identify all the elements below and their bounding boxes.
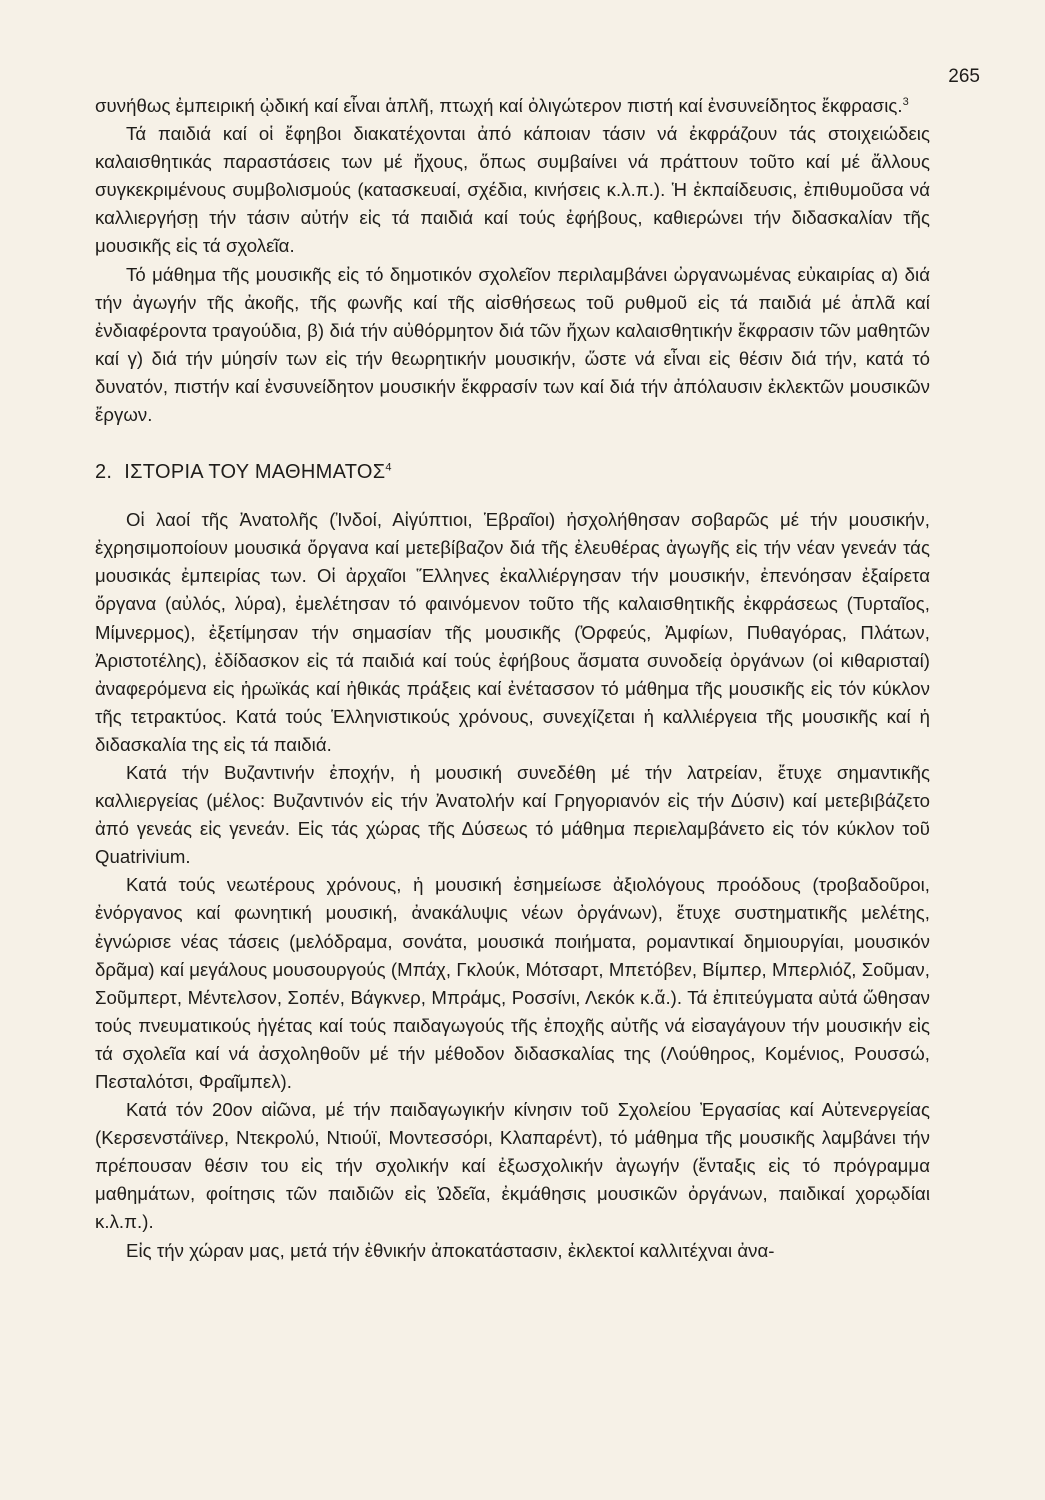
footnote-marker: 3	[902, 95, 909, 108]
paragraph: Τά παιδιά καί οἱ ἔφηβοι διακατέχονται ἀπό κάποιαν τάσιν νά ἐκφράζουν τάς στοιχειώδεις καλαισθητικάς παραστάσεις των μέ ἤχους, ὅπως συμβαίνει νά πράττουν τοῦτο καί μέ ἄλλους συγκεκριμένους συμβολισμούς (κατασκευαί, σχέδια, κινήσεις κ.λ.π.). Ἡ ἐκπαίδευσις, ἐπιθυμοῦσα νά καλλιεργήσῃ τήν τάσιν αὐτήν εἰς τά παιδιά καί τούς ἐφήβους, καθιερώνει τήν διδασκαλίαν τῆς μουσικῆς εἰς τά σχολεῖα.	[95, 123, 930, 257]
page-number: 265	[948, 66, 980, 87]
footnote-marker: 4	[385, 461, 392, 474]
paragraph-continued	[95, 92, 930, 120]
paragraph-text: συνήθως ἐμπειρική ᾠδική καί εἶναι ἁπλῆ, πτωχή καί ὀλιγώτερον πιστή καί ἐνσυνείδητος ἔκφρασις.	[95, 95, 903, 116]
section-heading	[95, 458, 930, 486]
section-title: ΙΣΤΟΡΙΑ ΤΟΥ ΜΑΘΗΜΑΤΟΣ	[124, 461, 386, 484]
section-number: 2.	[95, 461, 113, 484]
paragraph: Τό μάθημα τῆς μουσικῆς εἰς τό δημοτικόν σχολεῖον περιλαμβάνει ὠργανωμένας εὐκαιρίας α) διά τήν ἀγωγήν τῆς ἀκοῆς, τῆς φωνῆς καί τῆς αἰσθήσεως τοῦ ρυθμοῦ εἰς τά παιδιά μέ ἁπλᾶ καί ἐνδιαφέροντα τραγούδια, β) διά τήν αὐθόρμητον διά τῶν ἤχων καλαισθητικήν ἔκφρασιν τῶν μαθητῶν καί γ) διά τήν μύησίν των εἰς τήν θεωρητικήν μουσικήν, ὥστε νά εἶναι εἰς θέσιν διά τήν, κατά τό δυνατόν, πιστήν καί ἐνσυνείδητον μουσικήν ἔκφρασίν των καί διά τήν ἀπόλαυσιν ἐκλεκτῶν μουσικῶν ἔργων.	[95, 263, 930, 426]
paragraph: Εἰς τήν χώραν μας, μετά τήν ἐθνικήν ἀποκατάστασιν, ἐκλεκτοί καλλιτέχναι ἀνα-	[126, 1239, 775, 1261]
paragraph: Οἱ λαοί τῆς Ἀνατολῆς (Ἰνδοί, Αἰγύπτιοι, Ἑβραῖοι) ἠσχολήθησαν σοβαρῶς μέ τήν μουσικήν, ἐχρησιμοποίουν μουσικά ὄργανα καί μετεβίβαζον διά τῆς ἐλευθέρας ἀγωγῆς εἰς τήν νέαν γενεάν τάς μουσικάς ἐμπειρίας των. Οἱ ἀρχαῖοι Ἕλληνες ἐκαλλιέργησαν τήν μουσικήν, ἐπενόησαν ἐξαίρετα ὄργανα (αὐλός, λύρα), ἐμελέτησαν τό φαινόμενον τοῦτο τῆς καλαισθητικῆς ἐκφράσεως (Τυρταῖος, Μίμνερμος), ἐξετίμησαν τήν σημασίαν τῆς μουσικῆς (Ὀρφεύς, Ἀμφίων, Πυθαγόρας, Πλάτων, Ἀριστοτέλης), ἐδίδασκον εἰς τά παιδιά καί τούς ἐφήβους ἄσματα συνοδείᾳ ὀργάνων (οἱ κιθαρισταί) ἀναφερόμενα εἰς ἡρωϊκάς καί ἠθικάς πράξεις καί ἐνέτασσον τό μάθημα τῆς μουσικῆς εἰς τόν κύκλον τῆς τετρακτύος. Κατά τούς Ἑλληνιστικούς χρόνους, συνεχίζεται ἡ καλλιέργεια τῆς μουσικῆς καί ἡ διδασκαλία της εἰς τά παιδιά.	[95, 509, 930, 755]
paragraph: Κατά τήν Βυζαντινήν ἐποχήν, ἡ μουσική συνεδέθη μέ τήν λατρείαν, ἔτυχε σημαντικῆς καλλιεργείας (μέλος: Βυζαντινόν εἰς τήν Ἀνατολήν καί Γρηγοριανόν εἰς τήν Δύσιν) καί μετεβιβάζετο ἀπό γενεάς εἰς γενεάν. Εἰς τάς χώρας τῆς Δύσεως τό μάθημα περιελαμβάνετο εἰς τόν κύκλον τοῦ Quatrivium.	[95, 761, 930, 868]
paragraph: Κατά τόν 20ον αἰῶνα, μέ τήν παιδαγωγικήν κίνησιν τοῦ Σχολείου Ἐργασίας καί Αὐτενεργείας (Κερσενστάϊνερ, Ντεκρολύ, Ντιούϊ, Μοντεσσόρι, Κλαπαρέντ), τό μάθημα τῆς μουσικῆς λαμβάνει τήν πρέπουσαν θέσιν του εἰς τήν σχολικήν καί ἐξωσχολικήν ἀγωγήν (ἔνταξις εἰς τό πρόγραμμα μαθημάτων, φοίτησις τῶν παιδιῶν εἰς Ὠδεῖα, ἐκμάθησις μουσικῶν ὀργάνων, παιδικαί χορῳδίαι κ.λ.π.).	[95, 1099, 930, 1233]
paragraph: Κατά τούς νεωτέρους χρόνους, ἡ μουσική ἐσημείωσε ἀξιολόγους προόδους (τροβαδοῦροι, ἐνόργανος καί φωνητική μουσική, ἀνακάλυψις νέων ὀργάνων), ἔτυχε συστηματικῆς μελέτης, ἐγνώρισε νέας τάσεις (μελόδραμα, σονάτα, μουσικά ποιήματα, ρομαντικαί δημιουργίαι, μουσικόν δρᾶμα) καί μεγάλους μουσουργούς (Μπάχ, Γκλούκ, Μότσαρτ, Μπετόβεν, Βίμπερ, Μπερλιόζ, Σοῦμαν, Σοῦμπερτ, Μέντελσον, Σοπέν, Βάγκνερ, Μπράμς, Ροσσίνι, Λεκόκ κ.ἄ.). Τά ἐπιτεύγματα αὐτά ὤθησαν τούς πνευματικούς ἡγέτας καί τούς παιδαγωγούς τῆς ἐποχῆς αὐτῆς νά εἰσαγάγουν τήν μουσικήν εἰς τά σχολεῖα καί νά ἀσχοληθοῦν μέ τήν μέθοδον διδασκαλίας της (Λούθηρος, Κομένιος, Ρουσσώ, Πεσταλότσι, Φραῖμπελ).	[95, 874, 930, 1092]
text-column	[95, 92, 930, 1265]
